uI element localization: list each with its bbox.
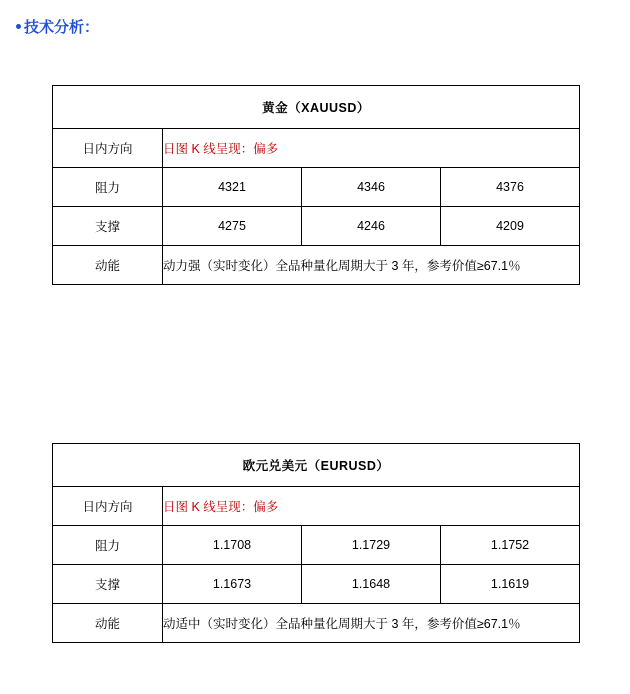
support-value-2: 4246 (302, 207, 441, 246)
instrument-table-gold (52, 85, 580, 285)
table-row (53, 487, 580, 526)
resistance-value-3: 1.1752 (441, 526, 580, 565)
instrument-table-eurusd (52, 443, 580, 643)
section-heading (16, 16, 99, 37)
support-value-3: 1.1619 (441, 565, 580, 604)
table-row (53, 86, 580, 129)
row-label-direction: 日内方向 (53, 129, 163, 168)
table-row (53, 168, 580, 207)
row-value-direction: 日图 K 线呈现：偏多 (163, 487, 580, 526)
section-heading-label: 技术分析： (24, 19, 100, 36)
resistance-value-1: 1.1708 (163, 526, 302, 565)
table-row (53, 526, 580, 565)
table-row (53, 129, 580, 168)
resistance-value-1: 4321 (163, 168, 302, 207)
support-value-2: 1.1648 (302, 565, 441, 604)
table-row (53, 604, 580, 643)
table-row (53, 444, 580, 487)
row-label-momentum: 动能 (53, 604, 163, 643)
resistance-value-2: 4346 (302, 168, 441, 207)
row-label-support: 支撑 (53, 207, 163, 246)
table-row (53, 207, 580, 246)
resistance-value-3: 4376 (441, 168, 580, 207)
table-title-eurusd: 欧元兑美元（EURUSD） (53, 444, 580, 487)
resistance-value-2: 1.1729 (302, 526, 441, 565)
bullet-dot-icon (16, 24, 21, 29)
support-value-1: 1.1673 (163, 565, 302, 604)
row-label-resistance: 阻力 (53, 526, 163, 565)
row-label-support: 支撑 (53, 565, 163, 604)
row-label-momentum: 动能 (53, 246, 163, 285)
table-row (53, 565, 580, 604)
row-value-momentum: 动力强（实时变化）全品种量化周期大于 3 年，参考价值≥67.1％ (163, 246, 580, 285)
support-value-3: 4209 (441, 207, 580, 246)
table-title-gold: 黄金（XAUUSD） (53, 86, 580, 129)
support-value-1: 4275 (163, 207, 302, 246)
row-label-direction: 日内方向 (53, 487, 163, 526)
row-value-direction: 日图 K 线呈现：偏多 (163, 129, 580, 168)
row-value-momentum: 动适中（实时变化）全品种量化周期大于 3 年，参考价值≥67.1％ (163, 604, 580, 643)
table-row (53, 246, 580, 285)
row-label-resistance: 阻力 (53, 168, 163, 207)
